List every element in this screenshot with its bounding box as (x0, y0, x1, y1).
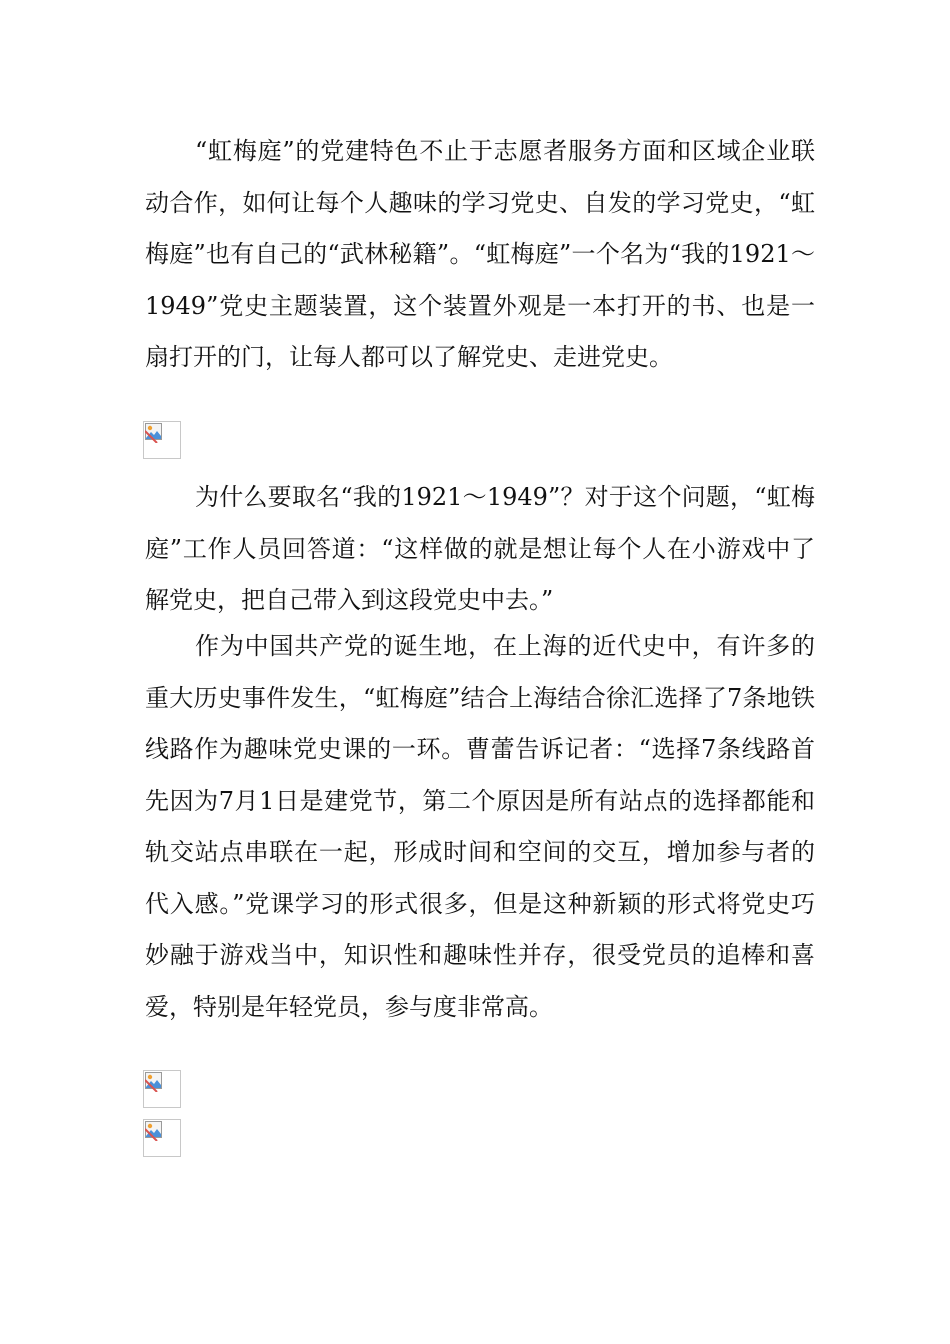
paragraph-naming-question: 为什么要取名“我的1921～1949”？对于这个问题，“虹梅庭”工作人员回答道：“这样做的就是想让每个人在小游戏中了解党史，把自己带入到这段党史中去。” (145, 483, 815, 614)
broken-image-icon (143, 1119, 181, 1157)
broken-image-icon (143, 1070, 181, 1108)
broken-image-icon (143, 421, 181, 459)
paragraph-hongmeiting-features: “虹梅庭”的党建特色不止于志愿者服务方面和区域企业联动合作，如何让每个人趣味的学习党史、自发的学习党史，“虹梅庭”也有自己的“武林秘籍”。“虹梅庭”一个名为“我的1921～1949”党史主题装置，这个装置外观是一本打开的书、也是一扇打开的门，让每人都可以了解党史、走进党史。 (145, 137, 815, 371)
paragraph-metro-lines: 作为中国共产党的诞生地，在上海的近代史中，有许多的重大历史事件发生，“虹梅庭”结合上海结合徐汇选择了7条地铁线路作为趣味党史课的一环。曹蕾告诉记者：“选择7条线路首先因为7月1日是建党节，第二个原因是所有站点的选择都能和轨交站点串联在一起，形成时间和空间的交互，增加参与者的代入感。”党课学习的形式很多，但是这种新颖的形式将党史巧妙融于游戏当中，知识性和趣味性并存，很受党员的追棒和喜爱，特别是年轻党员，参与度非常高。 (145, 632, 815, 1021)
